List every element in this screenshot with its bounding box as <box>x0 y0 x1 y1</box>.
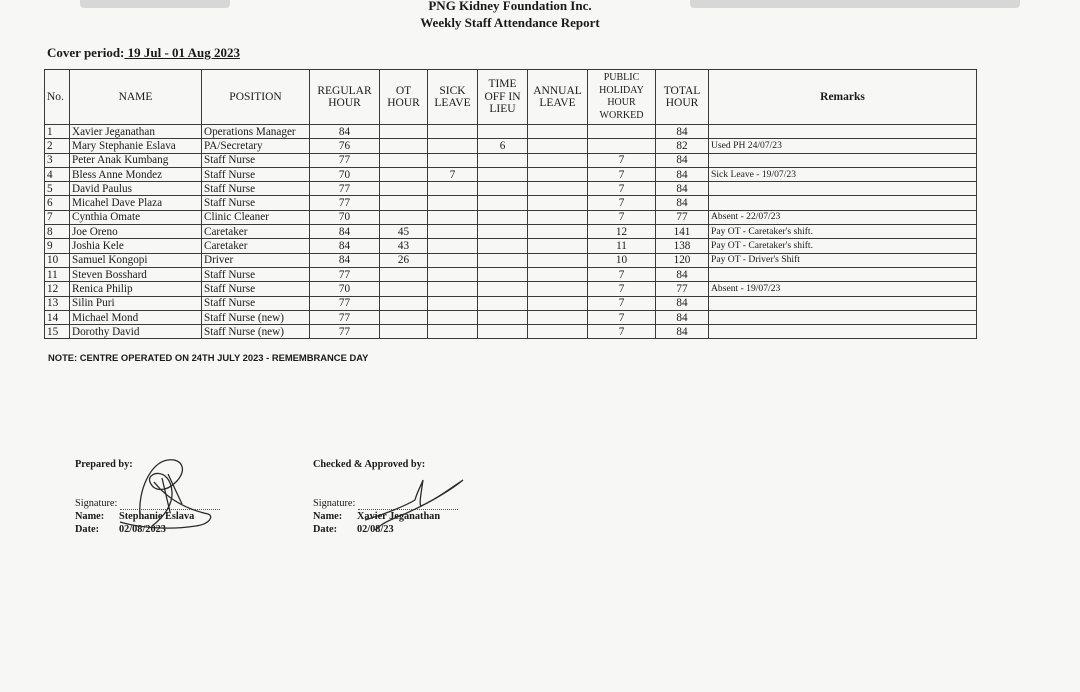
cell-no: 9 <box>45 239 70 253</box>
cell-sick: 7 <box>428 167 478 181</box>
cell-position: Operations Manager <box>202 125 310 139</box>
header-total-hour: TOTAL HOUR <box>656 70 709 125</box>
cell-position: Staff Nurse <box>202 167 310 181</box>
cell-total: 84 <box>656 325 709 339</box>
cell-remarks: Sick Leave - 19/07/23 <box>709 167 977 181</box>
cell-regular: 77 <box>310 296 380 310</box>
cell-regular: 76 <box>310 139 380 153</box>
cell-public <box>588 139 656 153</box>
table-row <box>45 239 977 253</box>
cell-name: Cynthia Omate <box>70 210 202 224</box>
cell-public: 7 <box>588 296 656 310</box>
cell-total: 84 <box>656 267 709 281</box>
cell-remarks <box>709 182 977 196</box>
cell-no: 4 <box>45 167 70 181</box>
cell-sick <box>428 253 478 267</box>
cell-position: Staff Nurse <box>202 196 310 210</box>
cell-sick <box>428 325 478 339</box>
cell-total: 120 <box>656 253 709 267</box>
cell-no: 7 <box>45 210 70 224</box>
cell-ot <box>380 310 428 324</box>
cell-total: 84 <box>656 310 709 324</box>
prepared-date-label: Date: <box>75 524 100 535</box>
cell-ot <box>380 167 428 181</box>
cell-toil <box>478 282 528 296</box>
cell-position: Staff Nurse (new) <box>202 310 310 324</box>
approved-signature-scribble <box>355 470 470 540</box>
cell-regular: 77 <box>310 153 380 167</box>
cell-public: 12 <box>588 225 656 239</box>
table-row <box>45 182 977 196</box>
prepared-date: 02/08/2023 <box>119 524 166 535</box>
cell-regular: 70 <box>310 210 380 224</box>
cell-total: 84 <box>656 167 709 181</box>
header-name: NAME <box>70 70 202 125</box>
cell-ot <box>380 210 428 224</box>
approved-date: 02/08/23 <box>357 524 394 535</box>
table-row <box>45 325 977 339</box>
prepared-name-label: Name: <box>75 511 105 522</box>
approved-date-label: Date: <box>313 524 338 535</box>
cell-no: 10 <box>45 253 70 267</box>
cell-ot <box>380 325 428 339</box>
cell-name: Dorothy David <box>70 325 202 339</box>
table-row <box>45 282 977 296</box>
cell-sick <box>428 282 478 296</box>
organization-name: PNG Kidney Foundation Inc. <box>428 0 592 13</box>
cell-sick <box>428 310 478 324</box>
cell-public: 11 <box>588 239 656 253</box>
cell-position: Caretaker <box>202 225 310 239</box>
cell-toil <box>478 267 528 281</box>
cell-remarks: Pay OT - Driver's Shift <box>709 253 977 267</box>
cell-remarks <box>709 310 977 324</box>
header-no: No. <box>45 70 70 125</box>
cell-total: 77 <box>656 210 709 224</box>
cell-annual <box>528 325 588 339</box>
approved-by-title: Checked & Approved by: <box>313 459 426 470</box>
cell-annual <box>528 282 588 296</box>
cell-annual <box>528 139 588 153</box>
cell-position: Staff Nurse <box>202 182 310 196</box>
cell-position: Staff Nurse <box>202 296 310 310</box>
prepared-by-title: Prepared by: <box>75 459 133 470</box>
table-row <box>45 153 977 167</box>
cell-public: 10 <box>588 253 656 267</box>
cell-annual <box>528 182 588 196</box>
header-remarks: Remarks <box>709 70 977 125</box>
cell-public: 7 <box>588 310 656 324</box>
cell-total: 77 <box>656 282 709 296</box>
cell-toil <box>478 167 528 181</box>
cell-no: 1 <box>45 125 70 139</box>
cell-total: 84 <box>656 296 709 310</box>
cell-toil <box>478 310 528 324</box>
cell-name: Mary Stephanie Eslava <box>70 139 202 153</box>
header-regular-hour: REGULAR HOUR <box>310 70 380 125</box>
cell-name: Micahel Dave Plaza <box>70 196 202 210</box>
cell-public: 7 <box>588 210 656 224</box>
table-row <box>45 225 977 239</box>
cell-total: 84 <box>656 153 709 167</box>
cell-name: David Paulus <box>70 182 202 196</box>
cell-remarks <box>709 153 977 167</box>
table-row <box>45 296 977 310</box>
cell-name: Joshia Kele <box>70 239 202 253</box>
cell-toil <box>478 239 528 253</box>
cell-toil: 6 <box>478 139 528 153</box>
cell-remarks: Used PH 24/07/23 <box>709 139 977 153</box>
cell-total: 84 <box>656 182 709 196</box>
cell-annual <box>528 253 588 267</box>
cell-ot <box>380 139 428 153</box>
table-row <box>45 139 977 153</box>
cell-remarks <box>709 296 977 310</box>
cell-name: Steven Bosshard <box>70 267 202 281</box>
cell-toil <box>478 325 528 339</box>
table-row <box>45 167 977 181</box>
cell-ot <box>380 267 428 281</box>
cell-ot: 45 <box>380 225 428 239</box>
cell-remarks: Absent - 22/07/23 <box>709 210 977 224</box>
cell-sick <box>428 267 478 281</box>
cell-no: 8 <box>45 225 70 239</box>
cell-regular: 84 <box>310 225 380 239</box>
cell-no: 14 <box>45 310 70 324</box>
cell-toil <box>478 225 528 239</box>
cell-sick <box>428 182 478 196</box>
cell-annual <box>528 239 588 253</box>
cell-public <box>588 125 656 139</box>
cell-total: 82 <box>656 139 709 153</box>
cover-period-value: 19 Jul - 01 Aug 2023 <box>124 45 240 60</box>
header-sick-leave: SICK LEAVE <box>428 70 478 125</box>
cell-regular: 84 <box>310 239 380 253</box>
cell-name: Xavier Jeganathan <box>70 125 202 139</box>
cell-ot <box>380 282 428 296</box>
cell-annual <box>528 153 588 167</box>
cell-remarks <box>709 125 977 139</box>
approved-name: Xavier Jeganathan <box>357 511 441 522</box>
cell-annual <box>528 210 588 224</box>
cell-position: Staff Nurse <box>202 153 310 167</box>
cell-total: 84 <box>656 196 709 210</box>
cell-ot <box>380 296 428 310</box>
cell-annual <box>528 296 588 310</box>
cell-toil <box>478 153 528 167</box>
cell-annual <box>528 267 588 281</box>
table-row <box>45 310 977 324</box>
attendance-table <box>44 69 977 339</box>
cell-ot <box>380 125 428 139</box>
cell-no: 6 <box>45 196 70 210</box>
cell-no: 2 <box>45 139 70 153</box>
cell-annual <box>528 310 588 324</box>
approved-name-label: Name: <box>313 511 343 522</box>
cell-public: 7 <box>588 167 656 181</box>
header-annual-leave: ANNUAL LEAVE <box>528 70 588 125</box>
cell-name: Silin Puri <box>70 296 202 310</box>
report-title: Weekly Staff Attendance Report <box>420 15 600 30</box>
cell-position: Clinic Cleaner <box>202 210 310 224</box>
cell-no: 12 <box>45 282 70 296</box>
cell-remarks <box>709 267 977 281</box>
cell-ot <box>380 153 428 167</box>
cell-public: 7 <box>588 282 656 296</box>
cell-remarks: Pay OT - Caretaker's shift. <box>709 225 977 239</box>
cell-public: 7 <box>588 153 656 167</box>
cell-total: 141 <box>656 225 709 239</box>
prepared-name: Stephanie Eslava <box>119 511 195 522</box>
cell-ot <box>380 182 428 196</box>
cell-toil <box>478 210 528 224</box>
header-position: POSITION <box>202 70 310 125</box>
cell-ot: 43 <box>380 239 428 253</box>
cell-toil <box>478 196 528 210</box>
header-public-holiday: PUBLIC HOLIDAY HOUR WORKED <box>588 70 656 125</box>
header-time-off-in-lieu: TIME OFF IN LIEU <box>478 70 528 125</box>
table-row <box>45 125 977 139</box>
cover-period-label: Cover period: <box>47 45 125 60</box>
cell-position: Caretaker <box>202 239 310 253</box>
table-row <box>45 267 977 281</box>
cell-remarks: Absent - 19/07/23 <box>709 282 977 296</box>
cell-annual <box>528 225 588 239</box>
cell-ot: 26 <box>380 253 428 267</box>
cell-remarks <box>709 196 977 210</box>
cell-sick <box>428 239 478 253</box>
cell-regular: 84 <box>310 253 380 267</box>
cover-period <box>47 45 240 61</box>
cell-name: Michael Mond <box>70 310 202 324</box>
cell-regular: 77 <box>310 196 380 210</box>
cell-regular: 77 <box>310 325 380 339</box>
cell-position: PA/Secretary <box>202 139 310 153</box>
header-ot-hour: OT HOUR <box>380 70 428 125</box>
cell-total: 138 <box>656 239 709 253</box>
cell-position: Staff Nurse (new) <box>202 325 310 339</box>
table-row <box>45 196 977 210</box>
approved-signature-label: Signature: <box>313 498 356 509</box>
cell-name: Joe Oreno <box>70 225 202 239</box>
cell-regular: 70 <box>310 282 380 296</box>
cell-annual <box>528 196 588 210</box>
cell-position: Staff Nurse <box>202 282 310 296</box>
cell-no: 13 <box>45 296 70 310</box>
cell-remarks: Pay OT - Caretaker's shift. <box>709 239 977 253</box>
cell-public: 7 <box>588 196 656 210</box>
cell-position: Staff Nurse <box>202 267 310 281</box>
table-row <box>45 253 977 267</box>
cell-regular: 77 <box>310 310 380 324</box>
cell-remarks <box>709 325 977 339</box>
cell-sick <box>428 125 478 139</box>
cell-regular: 84 <box>310 125 380 139</box>
cell-sick <box>428 296 478 310</box>
cell-name: Renica Philip <box>70 282 202 296</box>
cell-name: Peter Anak Kumbang <box>70 153 202 167</box>
cell-public: 7 <box>588 267 656 281</box>
cell-sick <box>428 196 478 210</box>
cell-no: 15 <box>45 325 70 339</box>
cell-annual <box>528 167 588 181</box>
cell-toil <box>478 253 528 267</box>
cell-regular: 77 <box>310 267 380 281</box>
cell-toil <box>478 296 528 310</box>
cell-toil <box>478 125 528 139</box>
cell-regular: 77 <box>310 182 380 196</box>
note: NOTE: CENTRE OPERATED ON 24TH JULY 2023 - REMEMBRANCE DAY <box>48 352 369 363</box>
cell-sick <box>428 210 478 224</box>
cell-total: 84 <box>656 125 709 139</box>
cell-public: 7 <box>588 182 656 196</box>
cell-annual <box>528 125 588 139</box>
cell-no: 3 <box>45 153 70 167</box>
prepared-signature-label: Signature: <box>75 498 118 509</box>
cell-toil <box>478 182 528 196</box>
cell-name: Samuel Kongopi <box>70 253 202 267</box>
cell-ot <box>380 196 428 210</box>
cell-sick <box>428 153 478 167</box>
prepared-signature-scribble <box>110 452 230 542</box>
cell-no: 5 <box>45 182 70 196</box>
cell-sick <box>428 139 478 153</box>
cell-position: Driver <box>202 253 310 267</box>
cell-name: Bless Anne Mondez <box>70 167 202 181</box>
cell-sick <box>428 225 478 239</box>
table-row <box>45 210 977 224</box>
cell-regular: 70 <box>310 167 380 181</box>
table-header-row <box>45 70 977 125</box>
cell-public: 7 <box>588 325 656 339</box>
cell-no: 11 <box>45 267 70 281</box>
